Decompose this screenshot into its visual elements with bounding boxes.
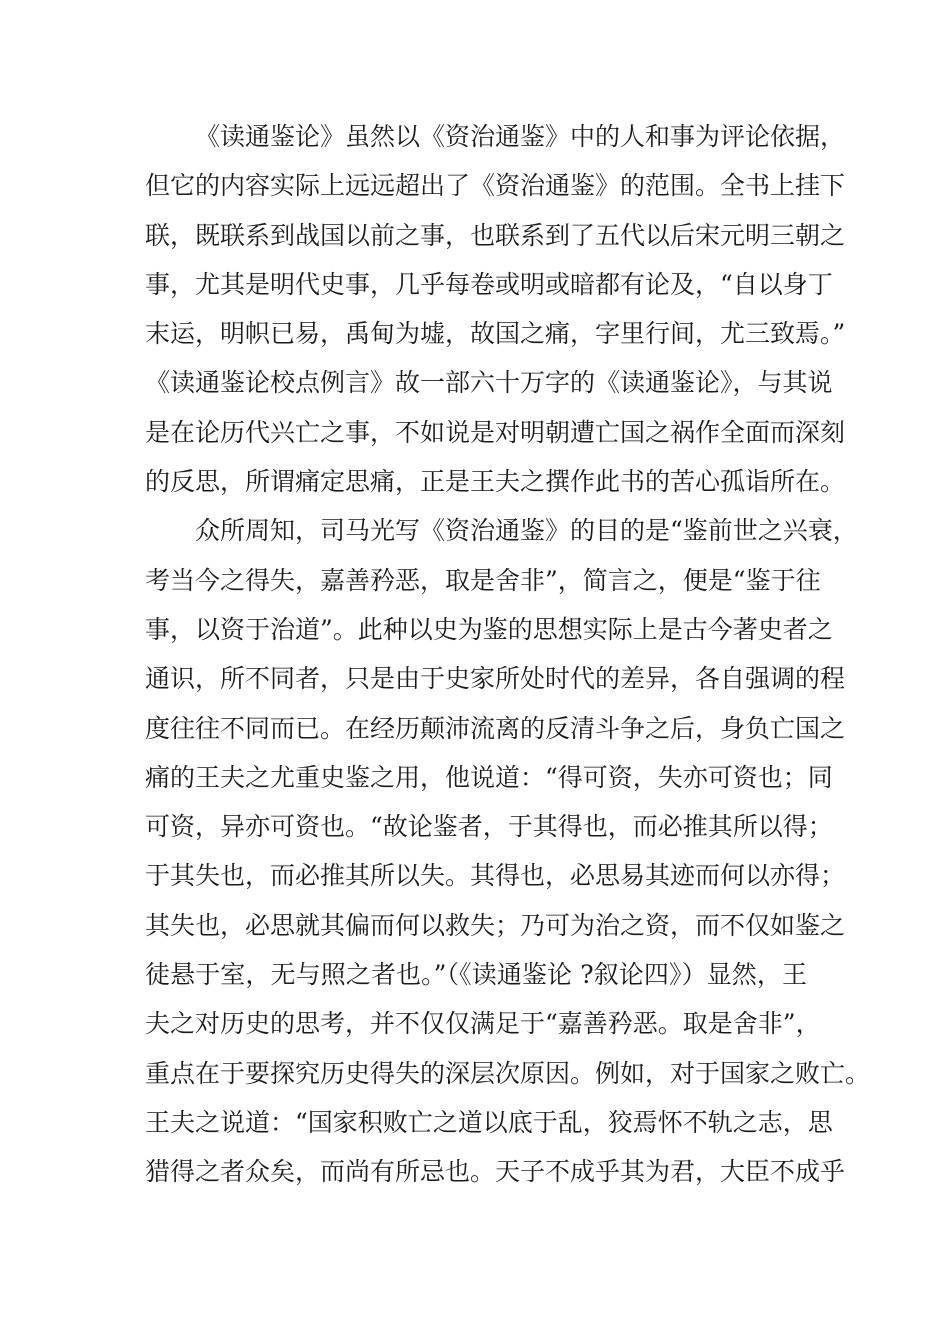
paragraph-line: 但它的内容实际上远远超出了《资治通鉴》的范围。全书上挂下 (145, 171, 846, 201)
paragraph-line: 重点在于要探究历史得失的深层次原因。例如，对于国家之败亡。 (145, 1058, 871, 1088)
paragraph-1 (145, 112, 846, 506)
paragraph-line: 夫之对历史的思考，并不仅仅满足于“嘉善矜恶。取是舍非”， (145, 1009, 821, 1039)
paragraph-line: 《读通鉴论》虽然以《资治通鉴》中的人和事为评论依据， (195, 122, 846, 151)
paragraph-line: 通识，所不同者，只是由于史家所处时代的差异，各自强调的程 (145, 664, 846, 694)
paragraph-line: 痛的王夫之尤重史鉴之用，他说道：“得可资，失亦可资也；同 (145, 762, 833, 792)
paragraph-line: 事，以资于治道”。此种以史为鉴的思想实际上是古今著史者之 (145, 614, 833, 644)
paragraph-line: 其失也，必思就其偏而何以救失；乃可为治之资，而不仅如鉴之 (145, 910, 846, 940)
document-body (145, 112, 871, 1197)
paragraph-line: 徒悬于室，无与照之者也。”（《读通鉴论 ?叙论四》）显然，王 (145, 960, 807, 990)
paragraph-line: 可资，异亦可资也。“故论鉴者，于其得也，而必推其所以得； (145, 812, 833, 842)
paragraph-line: 于其失也，而必推其所以失。其得也，必思易其迹而何以亦得； (145, 861, 846, 891)
paragraph-line: 事，尤其是明代史事，几乎每卷或明或暗都有论及，“自以身丁 (145, 269, 833, 299)
paragraph-line: 王夫之说道：“国家积败亡之道以底于乱，狡焉怀不轨之志，思 (145, 1107, 833, 1137)
paragraph-2 (145, 506, 871, 1196)
paragraph-line: 众所周知，司马光写《资治通鉴》的目的是“鉴前世之兴衰， (195, 516, 858, 546)
paragraph-line: 的反思，所谓痛定思痛，正是王夫之撰作此书的苦心孤诣所在。 (145, 467, 846, 497)
paragraph-line: 联，既联系到战国以前之事，也联系到了五代以后宋元明三朝之 (145, 220, 846, 250)
paragraph-line: 度往往不同而已。在经历颠沛流离的反清斗争之后，身负亡国之 (145, 713, 846, 743)
paragraph-line: 猎得之者众矣，而尚有所忌也。天子不成乎其为君，大臣不成乎 (145, 1157, 846, 1187)
paragraph-line: 考当今之得失，嘉善矜恶，取是舍非”，简言之，便是“鉴于往 (145, 565, 821, 595)
paragraph-line: 《读通鉴论校点例言》故一部六十万字的《读通鉴论》，与其说 (145, 368, 833, 398)
paragraph-line: 末运，明帜已易，禹甸为墟，故国之痛，字里行间，尤三致焉。” (145, 319, 846, 349)
paragraph-line: 是在论历代兴亡之事，不如说是对明朝遭亡国之祸作全面而深刻 (145, 417, 846, 447)
